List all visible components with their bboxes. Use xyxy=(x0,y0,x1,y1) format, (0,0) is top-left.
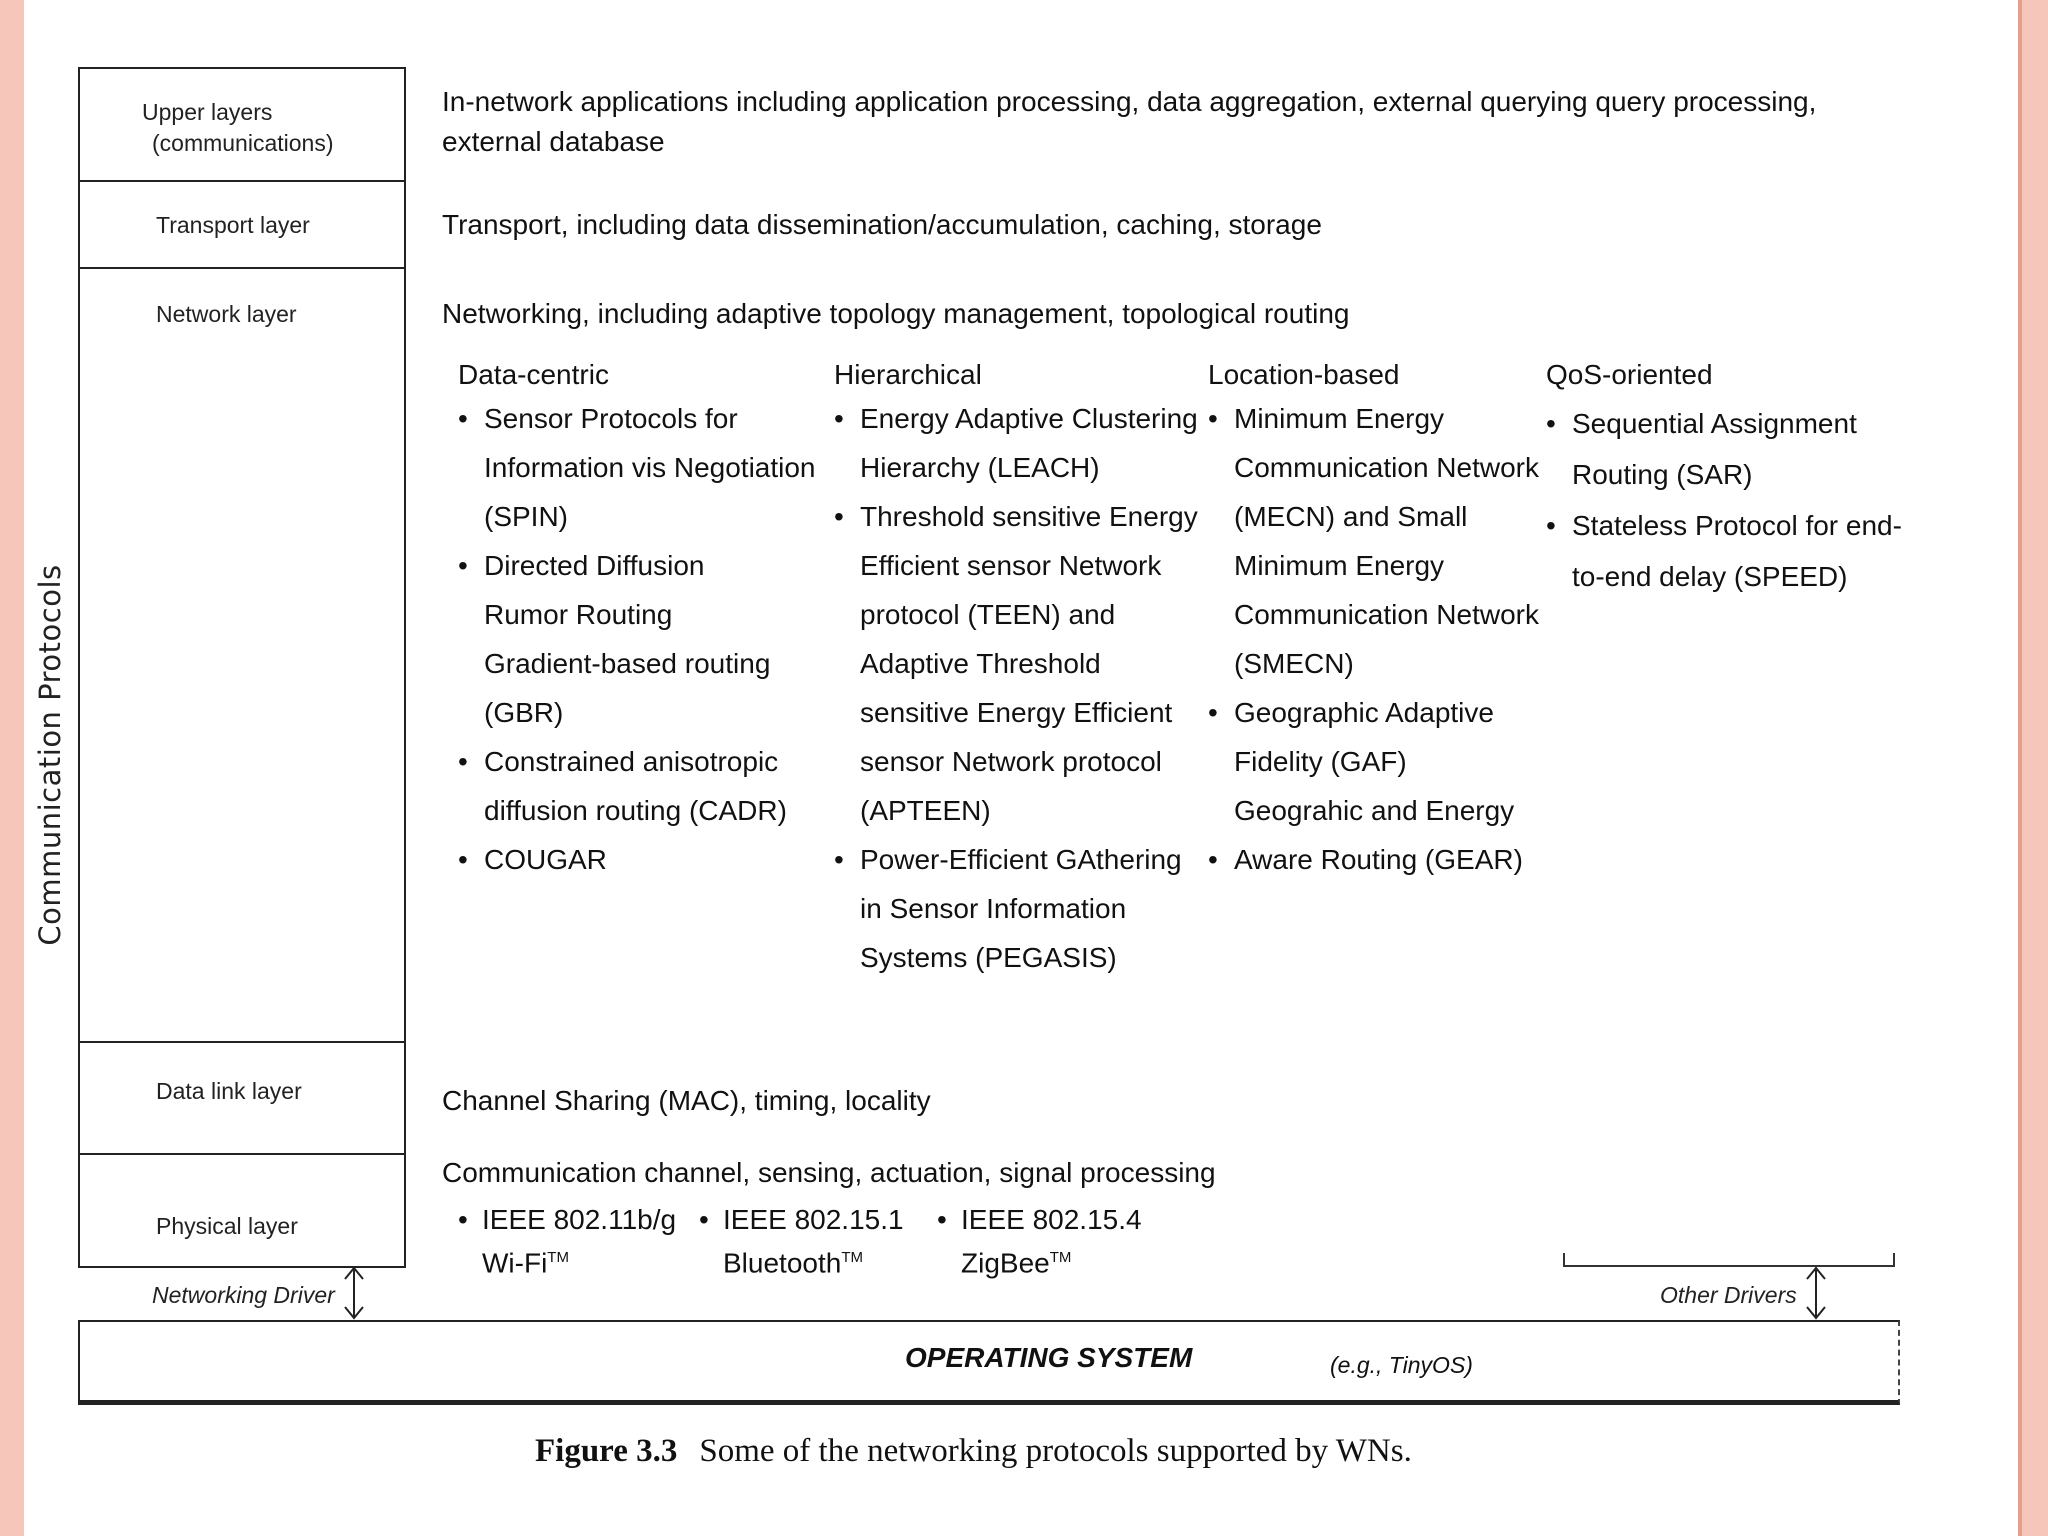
network-layer-description: Networking, including adaptive topology management, topological routing xyxy=(442,298,1350,329)
upper-layers-sublabel: (communications) xyxy=(152,130,334,157)
physical-layer-description: Communication channel, sensing, actuation, signal processing xyxy=(442,1157,1216,1188)
routing-line: • Threshold sensitive Energy xyxy=(834,492,1198,541)
routing-line: Routing (SAR) xyxy=(1572,459,1753,490)
upper-layers-description: In-network applications including application processing, data aggregation, external querying query processing, external database xyxy=(442,86,1817,157)
routing-line: in Sensor Information xyxy=(860,893,1127,924)
routing-line: • Aware Routing (GEAR) xyxy=(1208,835,1539,884)
qos-oriented-list xyxy=(1546,398,1902,602)
wifi-tm: TM xyxy=(547,1249,569,1266)
figure-caption-text: Some of the networking protocols supported by WNs. xyxy=(699,1433,1412,1469)
data-link-layer-description: Channel Sharing (MAC), timing, locality xyxy=(442,1085,931,1116)
bluetooth-tm: TM xyxy=(841,1249,863,1266)
other-drivers-bracket xyxy=(1563,1253,1895,1267)
routing-line: Communication Network xyxy=(1234,599,1539,630)
figure-number: Figure 3.3 xyxy=(535,1433,678,1469)
routing-line: (SMECN) xyxy=(1234,648,1354,679)
routing-line: • Directed Diffusion xyxy=(458,541,816,590)
routing-line: • Minimum Energy xyxy=(1208,394,1539,443)
transport-layer-box xyxy=(78,180,406,269)
routing-line: to-end delay (SPEED) xyxy=(1572,561,1848,592)
other-drivers-label: Other Drivers xyxy=(1660,1282,1797,1308)
data-link-layer-label: Data link layer xyxy=(156,1078,302,1104)
routing-line: Minimum Energy xyxy=(1234,550,1445,581)
routing-line: • Sensor Protocols for xyxy=(458,394,816,443)
networking-driver-double-arrow-icon xyxy=(343,1265,365,1321)
wifi-standard: IEEE 802.11b/g xyxy=(482,1204,677,1235)
routing-line: Hierarchy (LEACH) xyxy=(860,452,1100,483)
transport-layer-description: Transport, including data dissemination/accumulation, caching, storage xyxy=(442,209,1322,240)
zigbee-tm: TM xyxy=(1049,1249,1072,1266)
routing-line: Adaptive Threshold xyxy=(860,648,1101,679)
upper-layers-box xyxy=(78,67,406,182)
qos-oriented-title: QoS-oriented xyxy=(1546,359,1713,390)
zigbee-standard: IEEE 802.15.4 xyxy=(961,1204,1142,1235)
networking-driver-label: Networking Driver xyxy=(152,1282,335,1308)
phy-item-bluetooth: • IEEE 802.15.1 Bluetooth™ xyxy=(723,1201,904,1282)
left-decor-band xyxy=(0,0,24,1536)
routing-line: Rumor Routing xyxy=(484,599,673,630)
bluetooth-name: Bluetooth xyxy=(723,1247,842,1279)
hierarchical-title: Hierarchical xyxy=(834,359,982,390)
network-layer-box xyxy=(78,267,406,1043)
routing-line: sensitive Energy Efficient xyxy=(860,697,1173,728)
routing-line: protocol (TEEN) and xyxy=(860,599,1116,630)
bluetooth-standard: IEEE 802.15.1 xyxy=(723,1204,904,1235)
routing-line: Information vis Negotiation xyxy=(484,452,816,483)
routing-line: Fidelity (GAF) xyxy=(1234,746,1407,777)
routing-line: diffusion routing (CADR) xyxy=(484,795,787,826)
routing-line: Gradient-based routing xyxy=(484,648,771,679)
network-layer-label: Network layer xyxy=(156,301,297,327)
routing-line: (GBR) xyxy=(484,697,564,728)
location-based-list xyxy=(1208,394,1539,884)
routing-line: Geograhic and Energy xyxy=(1234,795,1515,826)
routing-line: Efficient sensor Network xyxy=(860,550,1162,581)
hierarchical-list xyxy=(834,394,1198,982)
routing-line: (MECN) and Small xyxy=(1234,501,1468,532)
operating-system-title: OPERATING SYSTEM xyxy=(905,1342,1193,1373)
phy-item-zigbee: • IEEE 802.15.4 ZigBee™ xyxy=(961,1201,1142,1282)
routing-line: sensor Network protocol xyxy=(860,746,1162,777)
routing-line: • Energy Adaptive Clustering xyxy=(834,394,1198,443)
routing-line: Communication Network xyxy=(1234,452,1539,483)
routing-line: (SPIN) xyxy=(484,501,568,532)
wifi-name: Wi-Fi xyxy=(482,1247,548,1279)
routing-line: Systems (PEGASIS) xyxy=(860,942,1117,973)
right-decor-band xyxy=(2018,0,2048,1536)
figure-caption xyxy=(535,1433,1412,1470)
operating-system-example: (e.g., TinyOS) xyxy=(1330,1352,1473,1378)
zigbee-name: ZigBee xyxy=(961,1247,1050,1279)
data-centric-list xyxy=(458,394,816,884)
physical-layer-label: Physical layer xyxy=(156,1213,298,1239)
phy-item-wifi: • IEEE 802.11b/g Wi-Fi™ xyxy=(482,1201,676,1282)
communication-protocols-label: Communication Protocols xyxy=(33,564,67,946)
transport-layer-label: Transport layer xyxy=(156,212,310,238)
data-centric-title: Data-centric xyxy=(458,359,609,390)
routing-line: • Constrained anisotropic xyxy=(458,737,816,786)
routing-line: • Stateless Protocol for end- xyxy=(1546,500,1902,551)
data-link-layer-box xyxy=(78,1041,406,1155)
routing-line: • COUGAR xyxy=(458,835,816,884)
layer-stack xyxy=(78,67,408,1267)
other-drivers-double-arrow-icon xyxy=(1805,1265,1827,1321)
routing-line: • Sequential Assignment xyxy=(1546,398,1902,449)
routing-line: • Power-Efficient GAthering xyxy=(834,835,1198,884)
routing-line: • Geographic Adaptive xyxy=(1208,688,1539,737)
location-based-title: Location-based xyxy=(1208,359,1400,390)
upper-layers-label: Upper layers xyxy=(142,99,273,125)
routing-line: (APTEEN) xyxy=(860,795,991,826)
physical-layer-box xyxy=(78,1153,406,1268)
